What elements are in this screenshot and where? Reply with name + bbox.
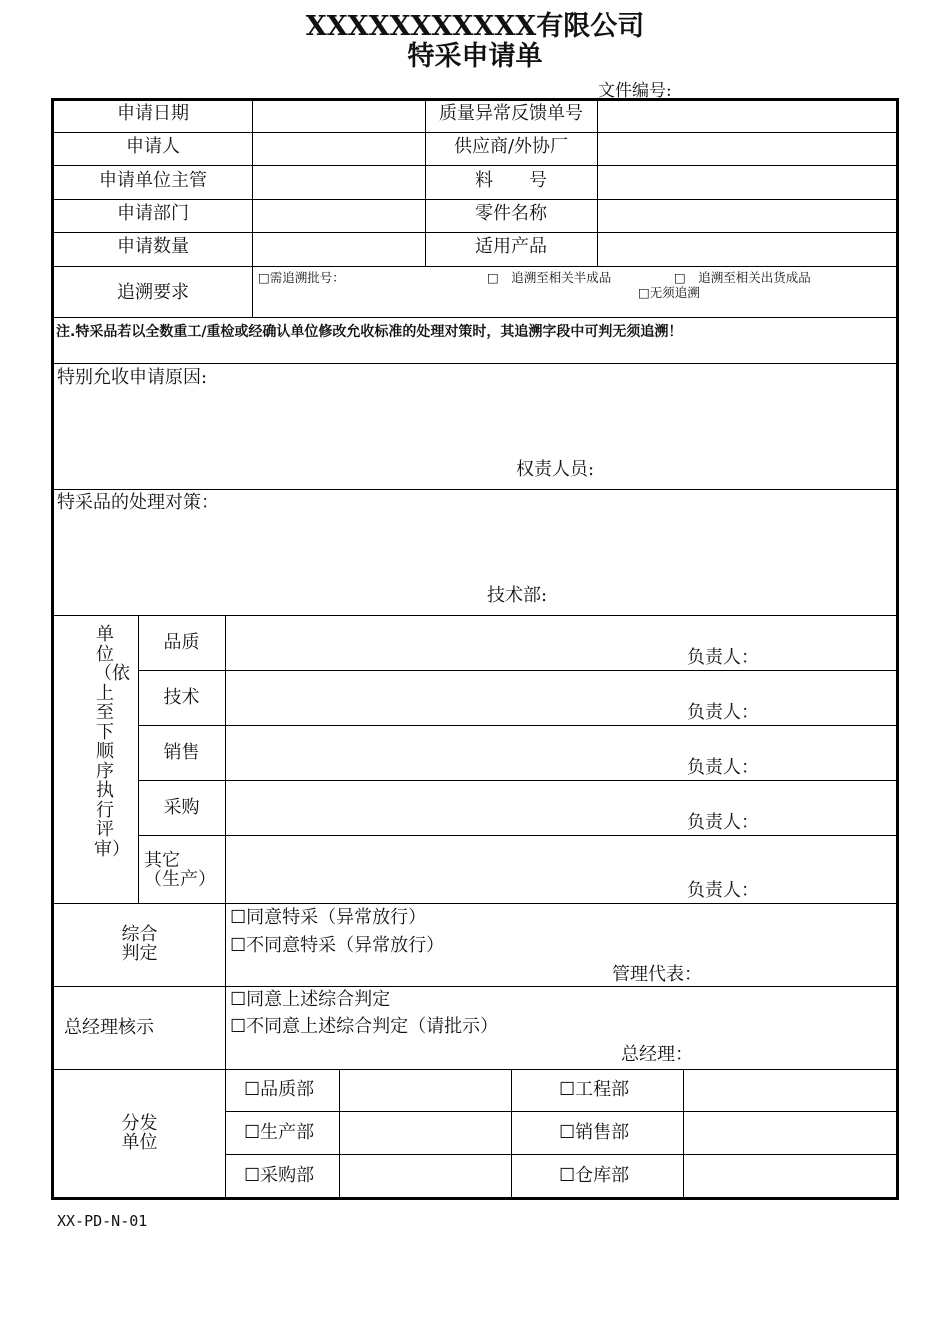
trace-label: 追溯要求 (117, 282, 189, 303)
dept-manager-label: 申请单位主管 (99, 170, 207, 191)
gm-sign-label: 总经理： (621, 1044, 693, 1065)
quantity-label: 申请数量 (117, 236, 189, 257)
distribution-label-2: 单位 (121, 1132, 158, 1153)
review-unit-quality: 品质 (163, 632, 200, 653)
judgment-label-2: 判定 (121, 943, 158, 964)
gm-disagree-option[interactable]: ☐不同意上述综合判定（请批示） (230, 1016, 499, 1037)
review-sign-tech: 负责人： (687, 702, 759, 723)
review-unit-sales: 销售 (163, 742, 200, 763)
part-name-label: 零件名称 (475, 203, 547, 224)
applicant-label: 申请人 (126, 136, 180, 157)
judgment-agree-option[interactable]: ☐同意特采（异常放行） (230, 907, 427, 928)
applicable-product-label: 适用产品 (475, 236, 547, 257)
form-code: XX-PD-N-01 (57, 1212, 148, 1230)
trace-note: 注.特采品若以全数重工/重检或经确认单位修改允收标准的处理对策时，其追溯字段中可判无须追溯！ (56, 324, 683, 340)
trace-option-batch[interactable]: □需追溯批号： (258, 270, 345, 285)
dist-engineering-dept[interactable]: ☐工程部 (559, 1079, 630, 1100)
distribution-label: 分发 (121, 1113, 158, 1134)
dist-sales-dept[interactable]: ☐销售部 (559, 1122, 630, 1143)
measure-label: 特采品的处理对策： (57, 492, 219, 513)
dept-label: 申请部门 (117, 203, 189, 224)
review-unit-other-sub: （生产） (144, 869, 216, 890)
form-table (51, 98, 899, 1200)
review-sign-quality: 负责人： (687, 647, 759, 668)
dist-warehouse-dept[interactable]: ☐仓库部 (559, 1165, 630, 1186)
doc-number-label: 文件编号: (598, 81, 672, 101)
trace-option-none[interactable]: □无须追溯 (638, 285, 700, 300)
review-side-label: 单位（依上至下顺序执行评审） (94, 624, 130, 860)
tech-dept-label: 技术部: (487, 585, 548, 606)
supplier-label: 供应商/外协厂 (453, 136, 569, 157)
management-rep-label: 管理代表： (612, 964, 702, 985)
review-unit-tech: 技术 (163, 687, 200, 708)
form-title: 特采申请单 (407, 41, 543, 72)
trace-option-semifinished[interactable]: □ 追溯至相关半成品 (487, 270, 612, 285)
dist-purchase-dept[interactable]: ☐采购部 (244, 1165, 315, 1186)
dist-quality-dept[interactable]: ☐品质部 (244, 1079, 315, 1100)
dist-production-dept[interactable]: ☐生产部 (244, 1122, 315, 1143)
review-sign-other: 负责人： (687, 880, 759, 901)
judgment-disagree-option[interactable]: ☐不同意特采（异常放行） (230, 935, 445, 956)
review-unit-purchase: 采购 (163, 797, 200, 818)
apply-date-label: 申请日期 (117, 103, 189, 124)
review-sign-purchase: 负责人： (687, 812, 759, 833)
gm-agree-option[interactable]: ☐同意上述综合判定 (230, 989, 391, 1010)
review-sign-sales: 负责人： (687, 757, 759, 778)
responsible-person-label: 权责人员: (516, 459, 595, 480)
review-unit-other: 其它 (144, 850, 180, 871)
reason-label: 特别允收申请原因: (57, 367, 208, 388)
judgment-label: 综合 (121, 924, 158, 945)
company-name: XXXXXXXXXXX有限公司 (305, 11, 645, 42)
material-no-label: 料 号 (475, 170, 547, 191)
gm-label: 总经理核示 (64, 1017, 154, 1038)
trace-option-finished[interactable]: □ 追溯至相关出货成品 (674, 270, 811, 285)
quality-feedback-no-label: 质量异常反馈单号 (439, 103, 583, 124)
